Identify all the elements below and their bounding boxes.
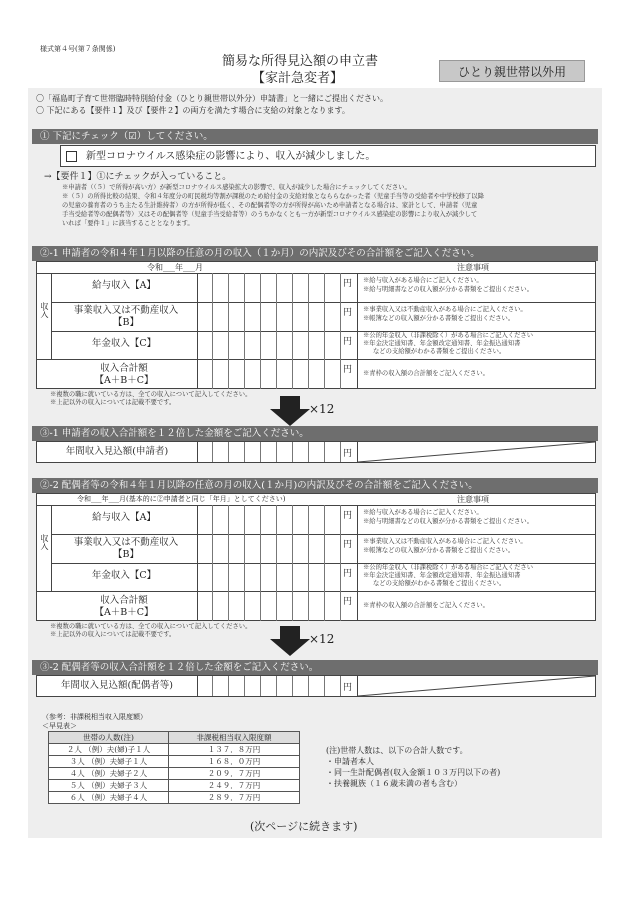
- covid-checkbox[interactable]: [66, 151, 77, 162]
- pension-note: などの支給額がわかる書類をご提出ください。: [373, 348, 506, 355]
- section-1-check-box: [60, 145, 596, 167]
- ref-cell: １３７．８万円: [169, 744, 300, 756]
- s1-note-3: の児童の養育者のうち主たる生計維持者）の方が所得が低く、その配偶者等の方が所得が高いため申請者となる場合は、家計として、申請者（児童: [62, 202, 478, 209]
- annual-spouse-input[interactable]: [197, 676, 341, 696]
- section-2-1-header: ②-1 申請者の令和４年１月以降の任意の月の収入（１か月）の内訳及びその合計額をご記入ください。: [32, 246, 598, 261]
- multiplier: ×12: [309, 402, 335, 416]
- salary-note: ※給与明細書などの収入額が分かる書類をご提出ください。: [363, 518, 534, 525]
- section-2-1-table: [36, 261, 596, 389]
- s1-note-4: 手当受給者等の配偶者等）又はその配偶者等（児童手当受給者等）のうちかなくとも一方が新型コロナウイルス感染症の影響により収入が減少して: [62, 211, 478, 218]
- yen-unit: 円: [343, 597, 353, 607]
- ref-subtitle: ＜早見表＞: [42, 722, 77, 730]
- ref-cell: ２４９．７万円: [169, 780, 300, 792]
- annual-spouse-label: 年間収入見込額(配偶者等): [61, 680, 173, 691]
- ref-table: [48, 731, 300, 804]
- business-note: ※事業収入又は不動産収入がある場合にご記入ください。: [363, 538, 527, 545]
- requirement-1: →【要件１】①にチェックが入っていること。: [44, 172, 232, 182]
- blank-diagonal: [358, 676, 595, 696]
- notes-header: 注意事項: [457, 495, 489, 504]
- down-arrow-icon: [270, 396, 310, 426]
- household-note: ・同一生計配偶者(収入金額１０３万円以下の者): [326, 768, 501, 777]
- notes-header: 注意事項: [457, 263, 489, 272]
- pension-note: ※年金決定通知書、年金額改定通知書、年金振込通知書: [363, 340, 521, 347]
- total-formula: 【A＋B＋C】: [94, 375, 154, 386]
- form-subtitle: 【家計急変者】: [252, 71, 344, 86]
- yen-unit: 円: [343, 540, 353, 550]
- down-arrow-icon: [270, 626, 310, 656]
- multiplier: ×12: [309, 632, 335, 646]
- total-note: ※青枠の収入額の合計額をご記入ください。: [363, 602, 489, 609]
- pension-note: ※公的年金収入（非課税除く）がある場合にご記入ください: [363, 332, 534, 339]
- pension-note: ※公的年金収入（非課税除く）がある場合にご記入ください: [363, 564, 534, 571]
- intro-line-1: 〇「福島町子育て世帯臨時特別給付金（ひとり親世帯以外分）申請書」と一緒にご提出ください。: [36, 94, 388, 103]
- business-note: ※事業収入又は不動産収入がある場合にご記入ください。: [363, 306, 527, 313]
- ref-col-1: 世帯の人数(注): [49, 732, 169, 744]
- s2-2-foot: ※複数の職に就いている方は、全ての収入について記入してください。: [50, 623, 252, 630]
- form-number: 様式第４号(第７条関係): [40, 45, 116, 53]
- total-label: 収入合計額: [100, 595, 148, 606]
- yen-unit: 円: [343, 569, 353, 579]
- annual-applicant-row: [36, 441, 596, 463]
- amount-grid[interactable]: [197, 505, 341, 621]
- total-label: 収入合計額: [100, 363, 148, 374]
- ref-cell: ５人 （例）夫婦子３人: [49, 780, 169, 792]
- yen-unit: 円: [343, 337, 353, 347]
- ref-cell: ６人 （例）夫婦子４人: [49, 792, 169, 804]
- amount-grid[interactable]: [197, 273, 341, 389]
- checkbox-label: 新型コロナウイルス感染症の影響により、収入が減少しました。: [86, 151, 376, 162]
- pension-label: 年金収入【C】: [91, 570, 157, 581]
- pension-label: 年金収入【C】: [91, 338, 157, 349]
- business-note: ※帳簿などの収入額が分かる書類をご提出ください。: [363, 547, 515, 554]
- date-label: 令和___年___月: [147, 263, 203, 272]
- ref-col-2: 非課税相当収入限度額: [169, 732, 300, 744]
- salary-label: 給与収入【A】: [92, 512, 156, 523]
- ref-cell: ２０９．７万円: [169, 768, 300, 780]
- s1-note-5: いれば「要件１」に該当することとなります。: [62, 220, 194, 227]
- yen-unit: 円: [343, 365, 353, 375]
- continue-note: (次ページに続きます): [250, 820, 358, 833]
- salary-label: 給与収入【A】: [92, 280, 156, 291]
- intro-line-2: 〇 下記にある【要件１】及び【要件２】の両方を満たす場合に支給の対象となります。: [36, 106, 350, 115]
- s2-1-foot: ※上記以外の収入については記載不要です。: [50, 399, 176, 406]
- section-2-2-header: ②-2 配偶者等の令和４年１月以降の任意の月の収入(１か月)の内訳及びその合計額をご記入ください。: [32, 478, 598, 493]
- total-formula: 【A＋B＋C】: [94, 607, 154, 618]
- ref-cell: ２人 （例）夫(婦)子１人: [49, 744, 169, 756]
- ref-cell: ２８９．７万円: [169, 792, 300, 804]
- yen-unit: 円: [343, 449, 353, 459]
- yen-unit: 円: [343, 308, 353, 318]
- income-side-label: 収入: [40, 534, 49, 550]
- household-note: (注)世帯人数は、以下の合計人数です。: [326, 746, 468, 755]
- salary-note: ※給与明細書などの収入額が分かる書類をご提出ください。: [363, 286, 534, 293]
- yen-unit: 円: [343, 511, 353, 521]
- household-note: ・扶養親族（１６歳未満の者も含む）: [326, 779, 462, 788]
- date-label: 令和___年___月(基本的に②申請者と同じ「年月」としてください): [77, 495, 286, 503]
- ref-title: （参考：非課税相当収入限度額）: [42, 713, 147, 721]
- salary-note: ※給与収入がある場合にご記入ください。: [363, 277, 483, 284]
- total-note: ※青枠の収入額の合計額をご記入ください。: [363, 370, 489, 377]
- income-side-label: 収入: [40, 302, 49, 318]
- yen-unit: 円: [343, 279, 353, 289]
- s1-note-1: ※申請者（（５）で所得が高い方）が新型コロナウイルス感染拡大の影響で、収入が減少した場合にチェックしてください。: [62, 184, 411, 191]
- business-label: 事業収入又は不動産収入【B】: [73, 537, 179, 560]
- ref-cell: １６８．０万円: [169, 756, 300, 768]
- yen-unit: 円: [343, 683, 353, 693]
- business-label: 事業収入又は不動産収入【B】: [73, 305, 179, 328]
- s2-2-foot: ※上記以外の収入については記載不要です。: [50, 631, 176, 638]
- household-note: ・申請者本人: [326, 757, 374, 766]
- annual-applicant-input[interactable]: [197, 442, 341, 462]
- annual-applicant-label: 年間収入見込額(申請者): [65, 446, 169, 457]
- salary-note: ※給与収入がある場合にご記入ください。: [363, 509, 483, 516]
- s2-1-foot: ※複数の職に就いている方は、全ての収入について記入してください。: [50, 391, 252, 398]
- pension-note: ※年金決定通知書、年金額改定通知書、年金振込通知書: [363, 572, 521, 579]
- s1-note-2: ※（５）の所得比較の結果、令和４年度分の町民税均等割が課税のため給付金の支給対象となららなかった者（児童手当等の受給者や中学校修了以降: [62, 193, 484, 200]
- form-title: 簡易な所得見込額の申立書: [222, 54, 379, 69]
- pension-note: などの支給額がわかる書類をご提出ください。: [373, 580, 506, 587]
- section-2-2-table: [36, 493, 596, 621]
- section-3-1-header: ③-1 申請者の収入合計額を１２倍した金額をご記入ください。: [32, 426, 598, 441]
- ref-cell: ３人 （例）夫婦子１人: [49, 756, 169, 768]
- target-badge: ひとり親世帯以外用: [439, 60, 585, 82]
- annual-spouse-row: [36, 675, 596, 697]
- blank-diagonal: [358, 442, 595, 462]
- ref-cell: ４人 （例）夫婦子２人: [49, 768, 169, 780]
- section-1-header: ① 下記にチェック（☑）してください。: [32, 129, 598, 144]
- section-3-2-header: ③-2 配偶者等の収入合計額を１２倍した金額をご記入ください。: [32, 660, 598, 675]
- business-note: ※帳簿などの収入額が分かる書類をご提出ください。: [363, 315, 515, 322]
